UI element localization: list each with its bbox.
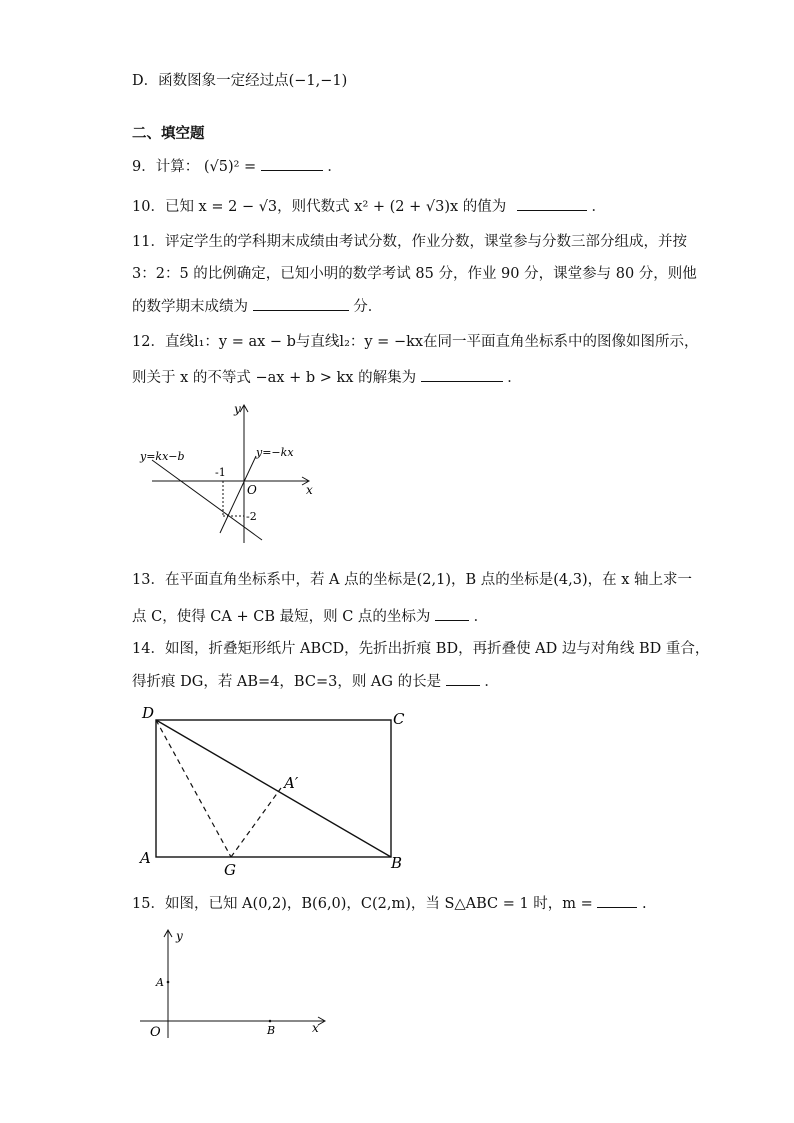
- q15-x-label: x: [312, 1021, 319, 1035]
- q14-line-2-suffix: ．: [484, 674, 499, 690]
- q14-line-2: [132, 671, 499, 692]
- q15-point-b: [269, 1020, 272, 1023]
- question-10: [132, 196, 606, 217]
- q14-line-1: 14．如图，折叠矩形纸片 ABCD，先折出折痕 BD，再折叠使 AD 边与对角线 BD 重合，: [132, 641, 710, 657]
- q14-label-d: D: [142, 704, 155, 722]
- q11-line-3-suffix: 分．: [353, 299, 383, 315]
- q12-tick-minus2: -2: [246, 510, 257, 523]
- q14-fold-dg: [156, 720, 231, 857]
- q14-fold-ga: [231, 788, 281, 857]
- q12-line-2: [132, 367, 522, 388]
- q9-expression: (√5)² =: [203, 159, 257, 175]
- q15-answer-blank[interactable]: [597, 893, 637, 908]
- q15-text: 15．如图，已知 A(0,2)，B(6,0)，C(2,m)，当 S△ABC = 1 时，m =: [132, 896, 593, 912]
- q13-line-1: 13．在平面直角坐标系中，若 A 点的坐标是(2,1)，B 点的坐标是(4,3)，在 x 轴上求一: [132, 572, 693, 588]
- q12-line-l1: [152, 460, 262, 540]
- q12-line-2-prefix: 则关于 x 的不等式 −ax + b > kx 的解集为: [132, 370, 417, 386]
- q15-y-label: y: [176, 929, 183, 943]
- q14-label-g: G: [224, 861, 236, 879]
- q14-label-aprime: A′: [284, 774, 299, 792]
- question-15: [132, 893, 647, 914]
- q11-answer-blank[interactable]: [253, 296, 349, 311]
- q12-graph: [130, 398, 330, 548]
- q12-label-l1: y=kx−b: [140, 450, 185, 463]
- q15-label-a: A: [156, 976, 164, 989]
- q15-label-b: B: [267, 1024, 276, 1037]
- q12-x-label: x: [306, 483, 313, 497]
- q14-label-b: B: [391, 854, 403, 872]
- q13-line-2-suffix: ．: [473, 609, 489, 625]
- q9-answer-blank[interactable]: [261, 156, 323, 171]
- section-heading: 二、填空题: [132, 126, 205, 142]
- q13-line-2: [132, 606, 488, 627]
- q9-prefix: 9．计算：: [132, 159, 200, 175]
- question-9: [132, 156, 342, 177]
- option-d: D．函数图象一定经过点(−1,−1): [132, 73, 348, 89]
- q15-graph: [136, 926, 336, 1041]
- q13-line-2-prefix: 点 C，使得 CA + CB 最短，则 C 点的坐标为: [132, 609, 431, 625]
- q11-line-3: [132, 296, 382, 317]
- q10-text: 10．已知 x = 2 − √3，则代数式 x² + (2 + √3)x 的值为: [132, 199, 507, 215]
- q15-suffix: .: [642, 896, 647, 912]
- q14-label-c: C: [393, 710, 405, 728]
- q14-answer-blank[interactable]: [446, 671, 480, 686]
- q15-point-a: [167, 981, 170, 984]
- q13-answer-blank[interactable]: [435, 606, 469, 621]
- q14-diagonal-bd: [156, 720, 391, 857]
- q9-suffix: ．: [327, 159, 342, 175]
- q14-rectangle-figure: [136, 700, 416, 880]
- q10-suffix: ．: [591, 199, 607, 215]
- q12-y-label: y: [234, 402, 241, 416]
- q11-line-3-prefix: 的数学期末成绩为: [132, 299, 248, 315]
- q12-label-l2: y=−kx: [256, 446, 294, 459]
- q10-answer-blank[interactable]: [517, 196, 587, 211]
- q12-answer-blank[interactable]: [421, 367, 503, 382]
- q12-tick-minus1: -1: [215, 466, 226, 479]
- q14-line-2-prefix: 得折痕 DG，若 AB=4，BC=3，则 AG 的长是: [132, 674, 442, 690]
- q11-line-2: 3：2：5 的比例确定，已知小明的数学考试 85 分，作业 90 分，课堂参与 80 分，则他: [132, 266, 697, 282]
- q12-line-2-suffix: ．: [507, 370, 522, 386]
- q14-label-a: A: [140, 849, 151, 867]
- q12-origin-label: O: [247, 483, 257, 497]
- q11-line-1: 11．评定学生的学科期末成绩由考试分数，作业分数，课堂参与分数三部分组成，并按: [132, 234, 687, 250]
- q15-label-o: O: [150, 1025, 161, 1040]
- q12-line-1: 12．直线l₁：y = ax − b与直线l₂：y = −kx在同一平面直角坐标系中的图像如图所示，: [132, 334, 699, 350]
